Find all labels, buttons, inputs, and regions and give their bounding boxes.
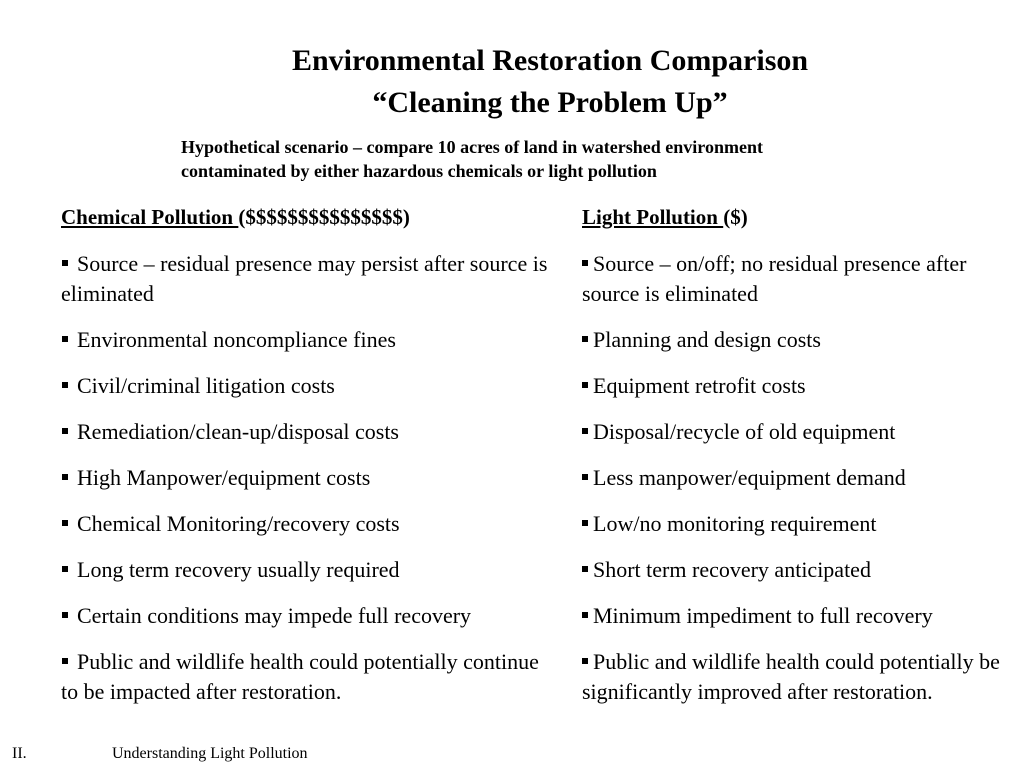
- list-item-text: Civil/criminal litigation costs: [77, 373, 335, 398]
- list-item: [582, 325, 1012, 355]
- list-item-text: Equipment retrofit costs: [593, 373, 806, 398]
- list-item: [582, 249, 1012, 309]
- list-item: [61, 417, 561, 447]
- square-bullet-icon: [62, 658, 68, 664]
- list-item: [61, 509, 561, 539]
- square-bullet-icon: [62, 260, 68, 266]
- square-bullet-icon: [62, 520, 68, 526]
- list-item: [582, 417, 1012, 447]
- scenario-description: [181, 135, 901, 183]
- list-item: [61, 601, 561, 631]
- square-bullet-icon: [62, 612, 68, 618]
- chemical-pollution-heading-cost: ($$$$$$$$$$$$$$$): [238, 205, 410, 229]
- title-line-2: “Cleaning the Problem Up”: [372, 86, 728, 119]
- slide-title: [0, 40, 1024, 124]
- footer-section-number: II.: [12, 745, 27, 762]
- square-bullet-icon: [582, 382, 588, 388]
- square-bullet-icon: [62, 566, 68, 572]
- list-item-text: High Manpower/equipment costs: [77, 465, 371, 490]
- list-item: [582, 371, 1012, 401]
- list-item-text: Source – residual presence may persist after source is eliminated: [61, 251, 548, 306]
- square-bullet-icon: [582, 520, 588, 526]
- list-item-text: Minimum impediment to full recovery: [593, 603, 933, 628]
- list-item-text: Long term recovery usually required: [77, 557, 400, 582]
- list-item: [582, 509, 1012, 539]
- square-bullet-icon: [582, 428, 588, 434]
- chemical-pollution-column: [61, 202, 561, 723]
- list-item-text: Less manpower/equipment demand: [593, 465, 906, 490]
- light-pollution-heading-name: Light Pollution: [582, 205, 724, 229]
- list-item: [61, 325, 561, 355]
- list-item: [61, 555, 561, 585]
- list-item-text: Environmental noncompliance fines: [77, 327, 396, 352]
- list-item: [582, 463, 1012, 493]
- square-bullet-icon: [582, 612, 588, 618]
- square-bullet-icon: [62, 336, 68, 342]
- list-item-text: Short term recovery anticipated: [593, 557, 871, 582]
- list-item-text: Remediation/clean-up/disposal costs: [77, 419, 399, 444]
- list-item: [582, 647, 1012, 707]
- list-item: [61, 249, 561, 309]
- light-pollution-heading-cost: ($): [723, 205, 748, 229]
- list-item-text: Planning and design costs: [593, 327, 821, 352]
- list-item-text: Certain conditions may impede full recovery: [77, 603, 472, 628]
- list-item: [61, 371, 561, 401]
- light-pollution-column: [582, 202, 1012, 723]
- square-bullet-icon: [62, 428, 68, 434]
- light-pollution-heading: [582, 202, 1012, 232]
- scenario-line-1: Hypothetical scenario – compare 10 acres of land in watershed environment: [181, 137, 763, 157]
- list-item-text: Low/no monitoring requirement: [593, 511, 877, 536]
- title-line-1: Environmental Restoration Comparison: [291, 44, 809, 77]
- chemical-pollution-heading: [61, 202, 561, 232]
- list-item-text: Chemical Monitoring/recovery costs: [77, 511, 400, 536]
- footer-section-title: Understanding Light Pollution: [112, 745, 308, 762]
- square-bullet-icon: [582, 474, 588, 480]
- chemical-pollution-heading-name: Chemical Pollution: [61, 205, 239, 229]
- list-item: [61, 647, 561, 707]
- list-item: [582, 555, 1012, 585]
- list-item: [582, 601, 1012, 631]
- list-item-text: Source – on/off; no residual presence after source is eliminated: [582, 251, 967, 306]
- list-item-text: Public and wildlife health could potentially continue to be impacted after restoration.: [61, 649, 539, 704]
- square-bullet-icon: [582, 566, 588, 572]
- square-bullet-icon: [582, 260, 588, 266]
- list-item: [61, 463, 561, 493]
- square-bullet-icon: [582, 336, 588, 342]
- scenario-line-2: contaminated by either hazardous chemicals or light pollution: [181, 161, 657, 181]
- list-item-text: Disposal/recycle of old equipment: [593, 419, 896, 444]
- square-bullet-icon: [62, 474, 68, 480]
- square-bullet-icon: [62, 382, 68, 388]
- list-item-text: Public and wildlife health could potentially be significantly improved after restoration.: [582, 649, 1000, 704]
- square-bullet-icon: [582, 658, 588, 664]
